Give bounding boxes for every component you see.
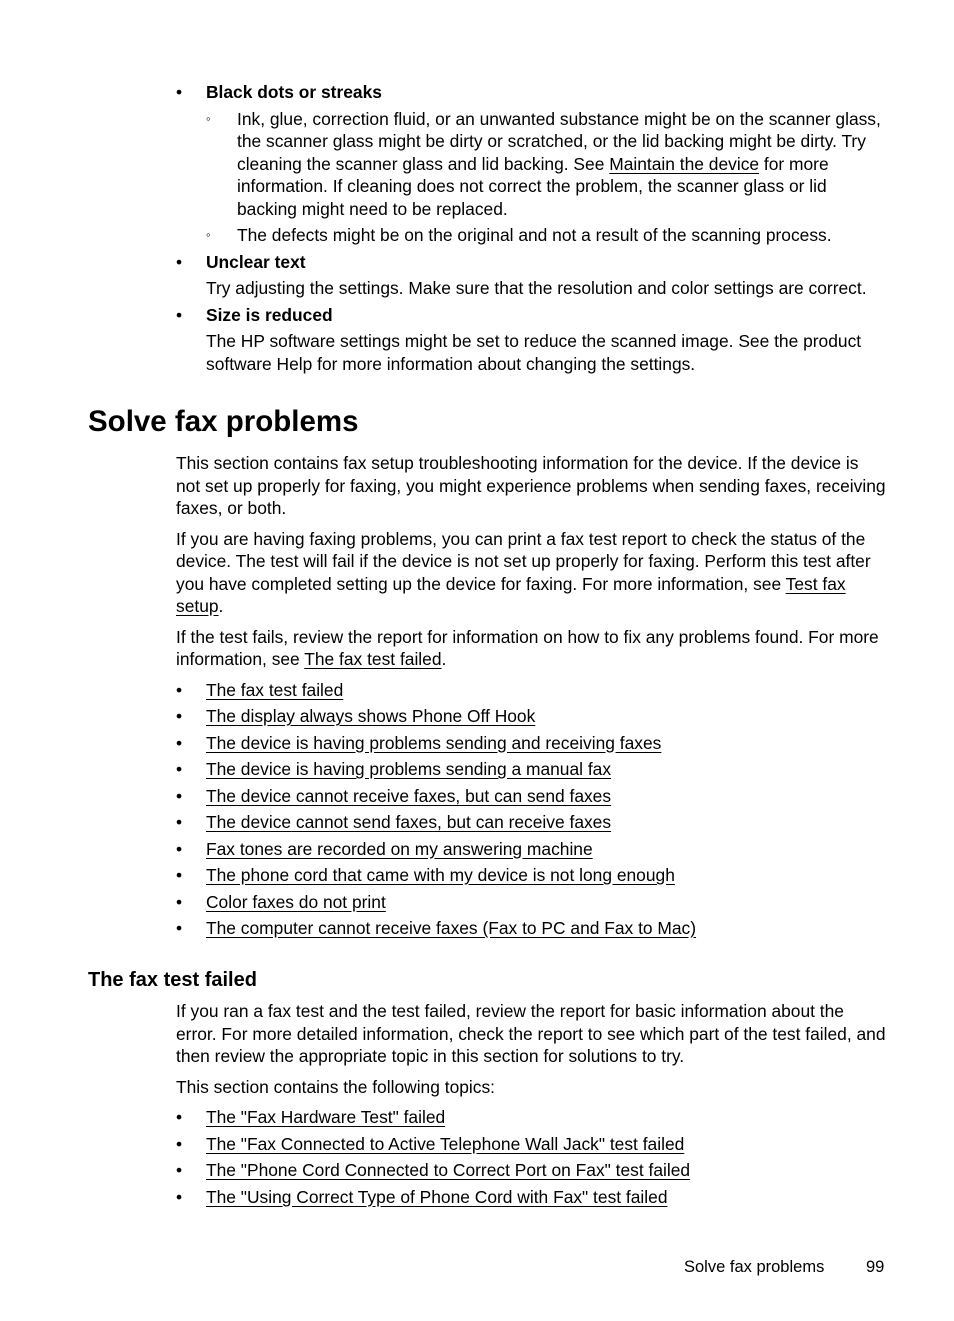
list-item: • Fax tones are recorded on my answering machine bbox=[176, 838, 593, 859]
page-number: 99 bbox=[866, 1258, 885, 1276]
topic-link[interactable]: The "Fax Connected to Active Telephone Wall Jack" test failed bbox=[206, 1133, 685, 1154]
list-item: • The device is having problems sending a manual fax bbox=[176, 759, 612, 779]
item-body: The HP software settings might be set to reduce the scanned image. See the product software Help for more information about changing the settings. bbox=[206, 331, 862, 374]
fax-test-failed-body bbox=[176, 1000, 886, 1208]
list-item: • The "Fax Connected to Active Telephone Wall Jack" test failed bbox=[176, 1133, 685, 1154]
list-item: • The fax test failed bbox=[176, 679, 344, 700]
paragraph: If the test fails, review the report for information on how to fix any problems found. For more information, see The fax test failed. bbox=[176, 626, 879, 669]
footer-section-name: Solve fax problems bbox=[684, 1258, 825, 1276]
topic-link[interactable]: The device is having problems sending a manual fax bbox=[206, 759, 612, 779]
topic-link[interactable]: The fax test failed bbox=[206, 679, 344, 700]
paragraph: If you ran a fax test and the test failed, review the report for basic information about the error. For more detailed information, check the report to see which part of the test failed, and then review the appropriate topic in this section for solutions to try. bbox=[176, 1001, 886, 1066]
item-title: Size is reduced bbox=[206, 304, 333, 325]
topic-link[interactable]: The display always shows Phone Off Hook bbox=[206, 706, 536, 726]
list-item: • The device is having problems sending and receiving faxes bbox=[176, 732, 662, 753]
fax-test-failed-link[interactable]: The fax test failed bbox=[304, 649, 442, 669]
topic-link[interactable]: The phone cord that came with my device is not long enough bbox=[206, 865, 675, 885]
item-title: Unclear text bbox=[206, 251, 306, 272]
list-item: • The display always shows Phone Off Hook bbox=[176, 706, 536, 726]
topic-link[interactable]: The "Phone Cord Connected to Correct Port on Fax" test failed bbox=[206, 1160, 691, 1180]
bullet: • bbox=[176, 251, 183, 272]
sub-bullet: ◦ bbox=[206, 110, 211, 126]
bullet: • bbox=[176, 82, 183, 102]
maintain-device-link[interactable]: Maintain the device bbox=[609, 153, 760, 174]
sub-item: ◦ The defects might be on the original and not a result of the scanning process. bbox=[206, 225, 832, 245]
topic-link[interactable]: The device cannot send faxes, but can receive faxes bbox=[206, 812, 612, 832]
page-title: Solve fax problems bbox=[88, 405, 359, 438]
list-item: • Color faxes do not print bbox=[176, 891, 386, 912]
list-item bbox=[176, 251, 886, 300]
list-item: • The "Using Correct Type of Phone Cord with Fax" test failed bbox=[176, 1186, 668, 1207]
list-item: • The "Phone Cord Connected to Correct Port on Fax" test failed bbox=[176, 1160, 691, 1180]
list-item: • The device cannot send faxes, but can receive faxes bbox=[176, 812, 612, 832]
paragraph: This section contains the following topics: bbox=[176, 1076, 495, 1097]
item-body: Try adjusting the settings. Make sure that the resolution and color settings are correct. bbox=[206, 278, 867, 298]
bullet: • bbox=[176, 304, 183, 325]
topic-link[interactable]: The computer cannot receive faxes (Fax to PC and Fax to Mac) bbox=[206, 918, 697, 938]
topic-link[interactable]: The device is having problems sending and receiving faxes bbox=[206, 732, 662, 753]
list-item: • The device cannot receive faxes, but can send faxes bbox=[176, 785, 612, 806]
section-heading: The fax test failed bbox=[88, 969, 257, 991]
list-item: • The phone cord that came with my device is not long enough bbox=[176, 865, 675, 885]
item-title: Black dots or streaks bbox=[206, 82, 382, 102]
list-item bbox=[176, 304, 886, 376]
test-fax-setup-link[interactable]: Test fax setup bbox=[176, 573, 846, 616]
solve-fax-body bbox=[176, 452, 886, 940]
topic-link[interactable]: The "Fax Hardware Test" failed bbox=[206, 1107, 446, 1127]
test-topics-list bbox=[176, 1106, 886, 1208]
list-item bbox=[176, 81, 886, 247]
intro-paragraph: This section contains fax setup troubleshooting information for the device. If the device is not set up properly for faxing, you might experience problems when sending faxes, receiving faxes, or both. bbox=[176, 453, 886, 518]
topic-link[interactable]: Fax tones are recorded on my answering machine bbox=[206, 838, 593, 859]
sub-item: ◦ Ink, glue, correction fluid, or an unwanted substance might be on the scanner glass, the scanner glass might be dirty or scratched, or the lid backing might be dirty. Try cleaning the scanner glass and lid backing. See Maintain the device for more information. If cleaning does not correct the problem, the scanner glass or lid backing might need to be replaced. bbox=[206, 108, 881, 219]
list-item: • The computer cannot receive faxes (Fax to PC and Fax to Mac) bbox=[176, 918, 697, 938]
topic-link[interactable]: The device cannot receive faxes, but can send faxes bbox=[206, 785, 612, 806]
scan-issues-list bbox=[176, 81, 886, 375]
list-item: • The "Fax Hardware Test" failed bbox=[176, 1107, 446, 1127]
topic-link[interactable]: The "Using Correct Type of Phone Cord with Fax" test failed bbox=[206, 1186, 668, 1207]
sub-bullet: ◦ bbox=[206, 227, 211, 242]
paragraph: If you are having faxing problems, you can print a fax test report to check the status of the device. The test will fail if the device is not set up properly for faxing. Perform this test after you have completed setting up the device for faxing. For more information, see Test fax setup. bbox=[176, 528, 871, 616]
topic-link[interactable]: Color faxes do not print bbox=[206, 891, 386, 912]
fax-topics-list bbox=[176, 679, 886, 940]
